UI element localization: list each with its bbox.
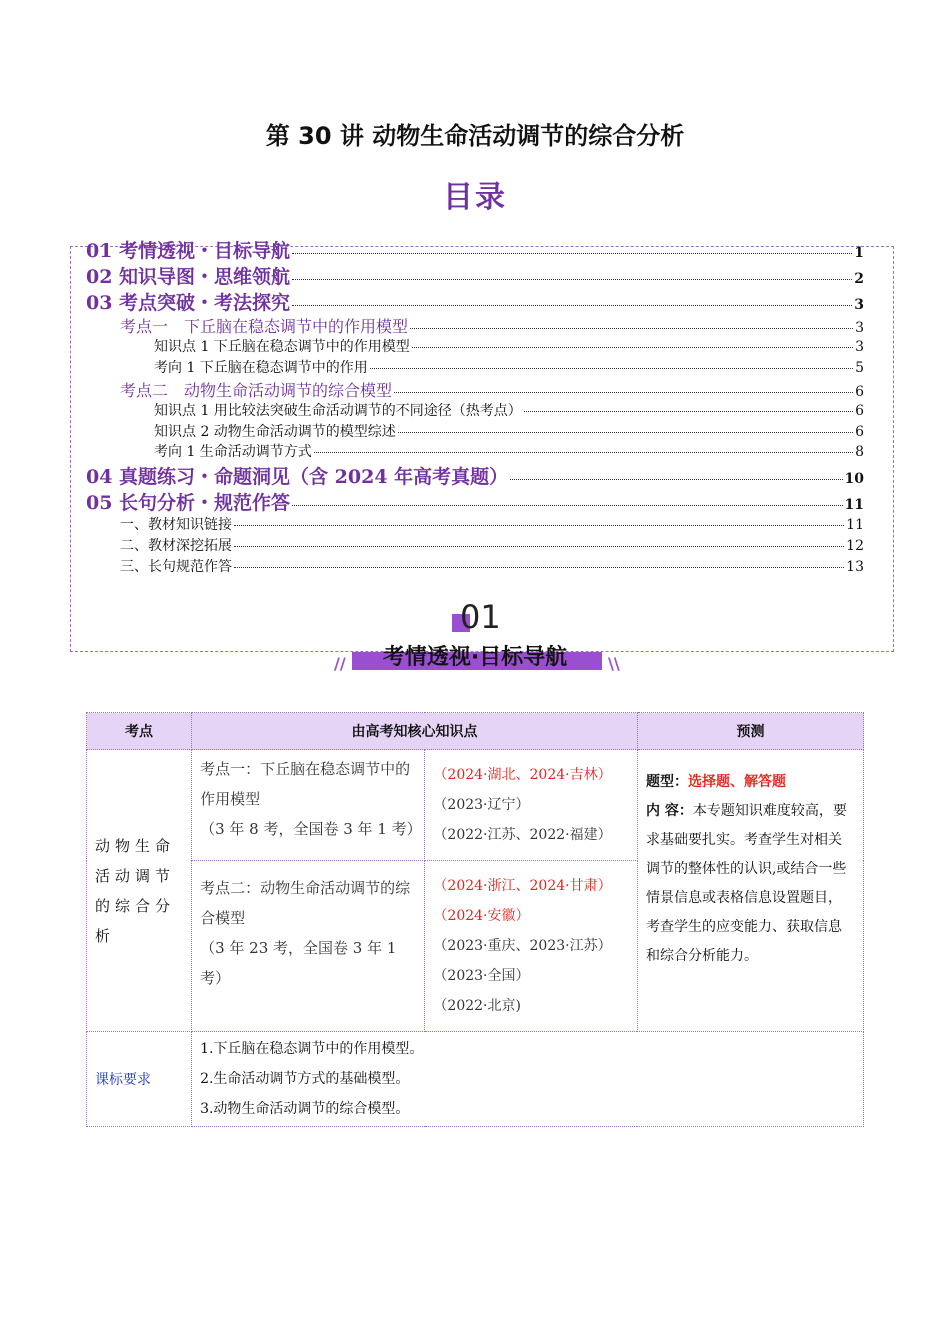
standard-item: 3.动物生命活动调节的综合模型。 — [200, 1101, 410, 1117]
toc-entry-page: 11 — [846, 517, 864, 533]
header-knowledge: 由高考知核心知识点 — [192, 713, 638, 750]
table-row — [87, 1032, 864, 1127]
question-type-value: 选择题、解答题 — [687, 774, 786, 790]
source-recent: （2024·安徽） — [433, 908, 530, 924]
toc-entry[interactable] — [86, 488, 864, 515]
toc-entry-page: 1 — [854, 245, 864, 261]
knowledge-point-title: 考点二：动物生命活动调节的综合模型 — [200, 879, 411, 927]
knowledge-point-title: 考点一：下丘脑在稳态调节中的作用模型 — [200, 760, 411, 808]
source-item: （2022·北京) — [433, 998, 521, 1014]
source-item: （2023·辽宁） — [433, 797, 530, 813]
toc-entry-label: 考向 1 生命活动调节方式 — [154, 444, 312, 460]
toc-entry-page: 3 — [855, 320, 864, 336]
toc-entry-page: 5 — [855, 360, 864, 376]
toc-entry-page: 3 — [854, 297, 864, 313]
toc-entry-page: 12 — [846, 538, 864, 554]
toc-entry-page: 11 — [844, 497, 864, 513]
toc-entry-label: 考点一 下丘脑在稳态调节中的作用模型 — [120, 317, 409, 336]
toc-entry[interactable] — [154, 421, 864, 441]
toc-entry[interactable] — [120, 535, 864, 555]
header-prediction: 预测 — [637, 713, 863, 750]
source-recent: （2024·浙江、2024·甘肃） — [433, 878, 612, 894]
toc-entry-label: 04 真题练习・命题洞见（含 2024 年高考真题） — [86, 466, 509, 488]
toc-entry-page: 2 — [854, 271, 864, 287]
content-value: 本专题知识难度较高，要求基础要扎实。考查学生对相关调节的整体性的认识,或结合一些情景信息或表格信息设置题目，考查学生的应变能力、获取信息和综合分析能力。 — [645, 803, 847, 964]
source-item: （2023·重庆、2023·江苏） — [433, 938, 612, 954]
document-title: 第 30 讲 动物生命活动调节的综合分析 — [265, 122, 685, 150]
toc-entry-label: 05 长句分析・规范作答 — [86, 492, 291, 514]
toc-entry[interactable] — [154, 336, 864, 356]
section-slash-left: // — [334, 654, 346, 673]
section-slash-right: \\ — [608, 654, 620, 673]
source-recent: （2024·湖北、2024·吉林） — [433, 767, 612, 783]
header-topic: 考点 — [87, 713, 192, 750]
toc-entry-label: 01 考情透视・目标导航 — [86, 240, 291, 262]
toc-entry-label: 三、长句规范作答 — [120, 559, 232, 575]
knowledge-point-cell — [192, 750, 425, 861]
curriculum-standard-cell — [192, 1032, 864, 1127]
toc-entry-page: 6 — [855, 424, 864, 440]
exam-analysis-table — [86, 712, 864, 1127]
toc-entry-label: 02 知识导图・思维领航 — [86, 266, 291, 288]
toc-entry-page: 10 — [844, 471, 864, 487]
toc-entry[interactable] — [86, 288, 864, 315]
toc-entry[interactable] — [86, 462, 864, 489]
toc-entry-label: 一、教材知识链接 — [120, 517, 232, 533]
toc-entry-page: 6 — [855, 403, 864, 419]
curriculum-standard-label: 课标要求 — [87, 1032, 192, 1127]
topic-cell: 动物生命活动调节的综合分析 — [87, 750, 192, 1032]
source-cell — [425, 861, 638, 1032]
standard-item: 1.下丘脑在稳态调节中的作用模型。 — [200, 1041, 424, 1057]
knowledge-point-cell — [192, 861, 425, 1032]
section-label: 考情透视·目标导航 — [382, 645, 568, 670]
toc-entry-page: 13 — [846, 559, 864, 575]
question-type-label: 题型： — [645, 774, 688, 790]
toc-entry-page: 3 — [855, 339, 864, 355]
table-header-row — [87, 713, 864, 750]
toc-entry-page: 6 — [855, 384, 864, 400]
toc-entry[interactable] — [120, 556, 864, 576]
toc-entry[interactable] — [120, 314, 864, 337]
knowledge-point-count: （3 年 23 考，全国卷 3 年 1 考） — [200, 939, 397, 987]
toc-entry-label: 03 考点突破・考法探究 — [86, 292, 291, 314]
toc-entry[interactable] — [154, 400, 864, 420]
toc-entry-page: 8 — [855, 444, 864, 460]
toc-entry-label: 考向 1 下丘脑在稳态调节中的作用 — [154, 360, 368, 376]
toc-entry-label: 知识点 2 动物生命活动调节的模型综述 — [154, 424, 396, 440]
toc-entry[interactable] — [154, 441, 864, 461]
source-item: （2023·全国） — [433, 968, 530, 984]
toc-heading: 目录 — [443, 180, 507, 215]
toc-entry[interactable] — [154, 357, 864, 377]
toc-entry[interactable] — [86, 236, 864, 263]
content-label: 内 容： — [645, 803, 693, 819]
toc-entry[interactable] — [86, 262, 864, 289]
source-item: （2022·江苏、2022·福建） — [433, 827, 612, 843]
table-row — [87, 750, 864, 861]
section-number: 01 — [460, 598, 501, 636]
knowledge-point-count: （3 年 8 考，全国卷 3 年 1 考） — [200, 820, 422, 838]
toc-entry-label: 知识点 1 用比较法突破生命活动调节的不同途径（热考点） — [154, 403, 522, 419]
prediction-cell — [637, 750, 863, 1032]
toc-entry[interactable] — [120, 378, 864, 401]
source-cell — [425, 750, 638, 861]
toc-entry[interactable] — [120, 514, 864, 534]
toc-entry-label: 考点二 动物生命活动调节的综合模型 — [120, 381, 393, 400]
toc-entry-label: 二、教材深挖拓展 — [120, 538, 232, 554]
standard-item: 2.生命活动调节方式的基础模型。 — [200, 1071, 410, 1087]
toc-entry-label: 知识点 1 下丘脑在稳态调节中的作用模型 — [154, 339, 410, 355]
